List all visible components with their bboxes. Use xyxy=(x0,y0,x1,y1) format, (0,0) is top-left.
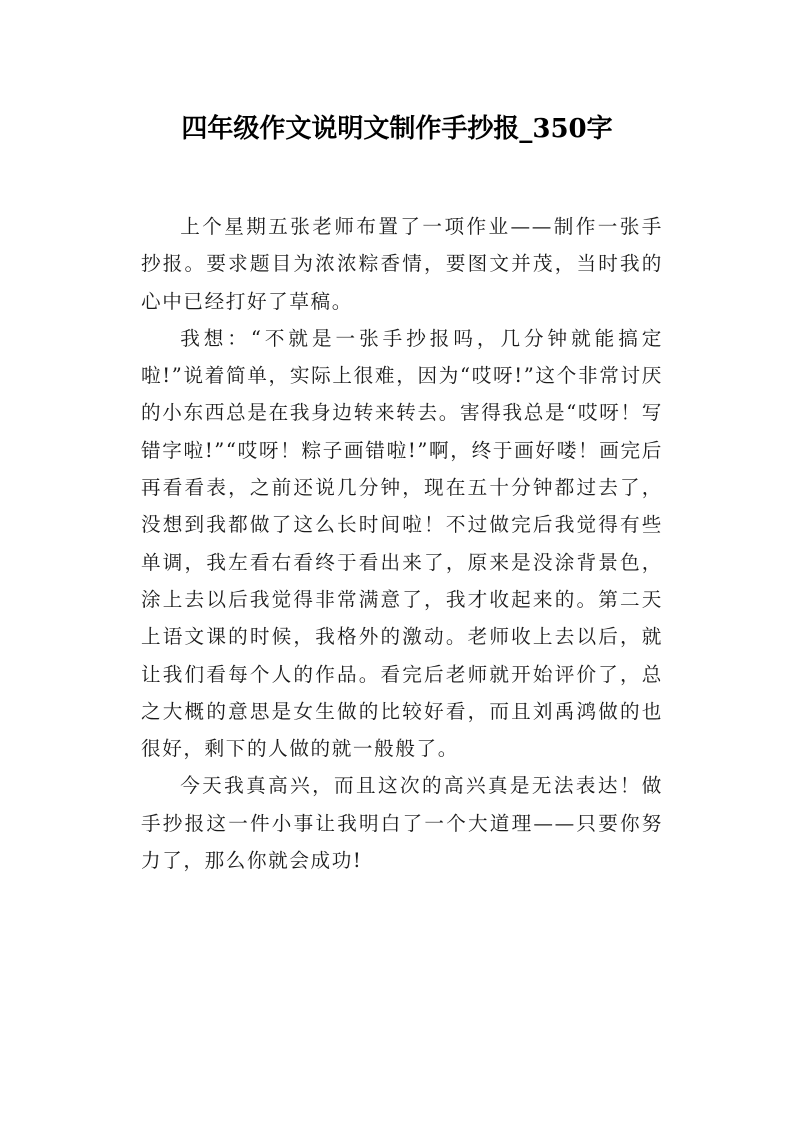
paragraph-1: 上个星期五张老师布置了一项作业——制作一张手抄报。要求题目为浓浓粽香情，要图文并茂，当时我的心中已经打好了草稿。 xyxy=(141,215,663,313)
document-body xyxy=(141,208,663,879)
paragraph-2: 我想：“不就是一张手抄报吗，几分钟就能搞定啦!”说着简单，实际上很难，因为“哎呀!”这个非常讨厌的小东西总是在我身边转来转去。害得我总是“哎呀！写错字啦!”“哎呀！粽子画错啦!”啊，终于画好喽！画完后再看看表，之前还说几分钟，现在五十分钟都过去了，没想到我都做了这么长时间啦！不过做完后我觉得有些单调，我左看右看终于看出来了，原来是没涂背景色，涂上去以后我觉得非常满意了，我才收起来的。第二天上语文课的时候，我格外的激动。老师收上去以后，就让我们看每个人的作品。看完后老师就开始评价了，总之大概的意思是女生做的比较好看，而且刘禹鸿做的也很好，剩下的人做的就一般般了。 xyxy=(141,326,663,761)
paragraph-3: 今天我真高兴，而且这次的高兴真是无法表达！做手抄报这一件小事让我明白了一个大道理——只要你努力了，那么你就会成功! xyxy=(141,774,663,873)
document-title: 四年级作文说明文制作手抄报_350字 xyxy=(181,114,613,144)
